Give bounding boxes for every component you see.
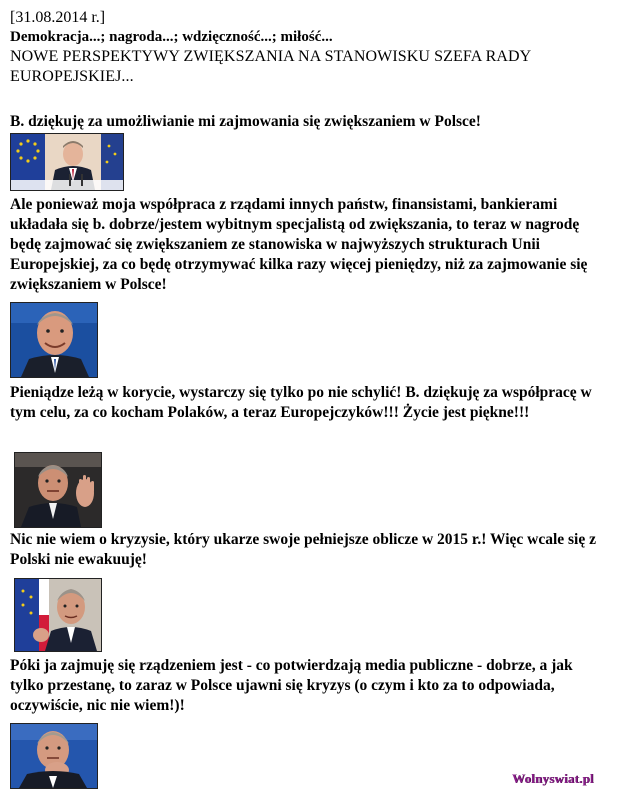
article-subtitle: Demokracja...; nagroda...; wdzięczność...; miłość... — [10, 29, 333, 45]
photo-smiling-portrait — [10, 302, 98, 378]
photo-hand-gesture — [14, 452, 102, 528]
article-date: [31.08.2014 r.] — [10, 9, 106, 26]
paragraph-2: Ale ponieważ moja współpraca z rządami innych państw, finansistami, bankierami układała się b. dobrze/jestem wybitnym specjalistą od zwiększania, to teraz w nagrodę będę zajmować się zwiększaniem ze stanowiska w najwyższych strukturach Unii Europejskiej, za co będę otrzymywać kilka razy więcej pieniędzy, niż za zajmowanie się zwiększaniem w Polsce! — [10, 196, 588, 293]
photo-press-conference — [10, 133, 124, 191]
source-credit: Wolnyswiat.pl — [512, 771, 594, 786]
eu-flag-icon — [15, 579, 39, 651]
photo-hand-on-chin-graphic — [11, 724, 97, 788]
paragraph-1: B. dziękuję za umożliwianie mi zajmowania się zwiększaniem w Polsce! — [10, 113, 481, 130]
article-headline: NOWE PERSPEKTYWY ZWIĘKSZANIA NA STANOWISKU SZEFA RADY EUROPEJSKIEJ... — [10, 48, 531, 85]
photo-hand-gesture-graphic — [15, 453, 101, 527]
photo-hand-on-chin — [10, 723, 98, 789]
photo-eu-flag-background-graphic — [15, 579, 101, 651]
photo-eu-flag-background — [14, 578, 102, 652]
paragraph-4: Nic nie wiem o kryzysie, który ukarze swoje pełniejsze oblicze w 2015 r.! Więc wcale się z Polski nie ewakuuję! — [10, 531, 596, 568]
photo-press-conference-graphic — [11, 134, 123, 190]
paragraph-5: Póki ja zajmuję się rządzeniem jest - co potwierdzają media publiczne - dobrze, a jak tylko przestanę, to zaraz w Polsce ujawni się kryzys (o czym i kto za to odpowiada, oczywiście, nic nie wiem!)! — [10, 657, 573, 714]
photo-smiling-portrait-graphic — [11, 303, 97, 377]
paragraph-3: Pieniądze leżą w korycie, wystarczy się tylko po nie schylić! B. dziękuję za współpracę w tym celu, za co kocham Polaków, a teraz Europejczyków!!! Życie jest piękne!!! — [10, 384, 592, 421]
